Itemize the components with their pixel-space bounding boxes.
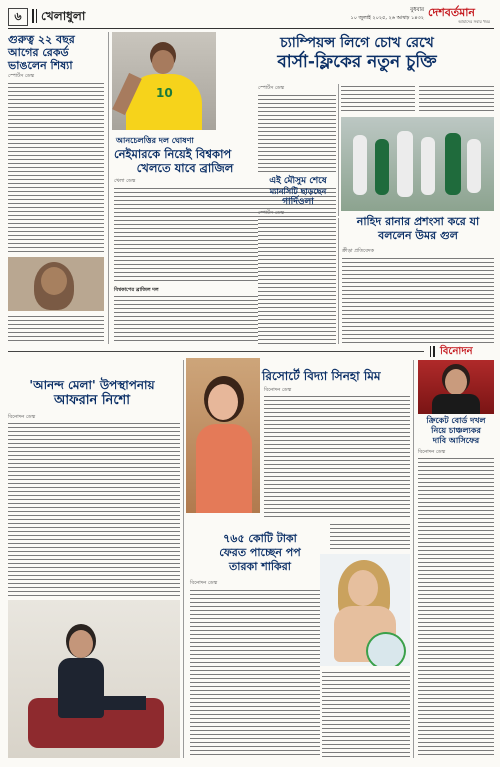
bidya-photo [186,358,260,513]
shakira-photo [320,554,410,666]
ucl-body-col1 [258,93,336,173]
nisho-headline [8,378,176,409]
asif-photo [418,360,494,414]
column-divider [338,218,339,344]
nisho-headline-line1: 'আনন্দ মেলা' উপস্থাপনায় [29,378,155,392]
section-title: খেলাধুলা [41,9,86,23]
nisho-photo [8,600,180,758]
masthead-text: দেশবর্তমান [428,6,475,19]
neymar-photo: 10 [112,32,216,130]
mancity-headline [258,176,338,208]
nisho-body [8,421,180,596]
athlete-photo [8,257,104,311]
section-divider [430,346,431,357]
asif-headline [416,416,496,446]
ucl-body-col2 [341,84,415,114]
section-divider [433,346,435,357]
page-header [8,6,494,28]
mancity-body [258,217,336,344]
bidya-byline: বিনোদন ডেস্ক [264,387,292,393]
left-byline: স্পোর্টস ডেস্ক [8,73,35,79]
asif-headline-line2: নিয়ে চাঞ্চল্যকর [431,426,481,435]
cricket-body [342,256,494,344]
neymar-byline: খেলা ডেস্ক [114,178,136,184]
issue-date: ১০ জুলাই ২০২৫, ২৬ আষাঢ় ১৪৩২ [350,15,424,21]
shakira-byline: বিনোদন ডেস্ক [190,580,218,586]
neymar-headline-line2: খেলতে যাবে ব্রাজিল [136,161,234,175]
left-body-text [8,81,104,253]
ucl-byline: স্পোর্টস ডেস্ক [258,85,285,91]
masthead-tagline: আমাদের সবার খবর [458,19,490,24]
mancity-headline-line2: ম্যানসিটি ছাড়ছেন [269,187,327,196]
masthead-logo [428,6,494,26]
bidya-body-2 [330,522,410,552]
shakira-body-2 [322,670,410,758]
cricket-byline: ক্রীড়া প্রতিবেদক [342,248,375,254]
shakira-headline-line3: তারকা শাকিরা [229,560,291,573]
left-headline [8,33,106,72]
asif-headline-line3: দাবি আসিফের [432,436,480,445]
shakira-body [190,588,320,758]
shakira-headline [190,532,330,574]
section-divider [36,9,37,23]
mancity-byline: স্পোর্টস ডেস্ক [258,210,285,216]
ucl-headline [220,35,494,73]
section-divider [32,9,34,23]
left-headline-text: গুরুত্ব ২২ বছর আগের রেকর্ড ভাঙলেন শিষ্যা [8,33,75,72]
mancity-headline-line3: গার্দিওলা [282,197,314,207]
ucl-headline-sub: বার্সা-ফ্লিকের নতুন চুক্তি [277,52,437,72]
asif-body [418,456,494,758]
column-divider [183,360,184,758]
shakira-headline-line1: ৭৬৫ কোটি টাকা [223,532,297,545]
column-divider [338,84,339,216]
page-number-box: ৬ [8,8,28,26]
neymar-headline-line1: নেইমারকে নিয়েই বিশ্বকাপ [114,147,232,161]
nisho-headline-line2: আফরান নিশো [53,393,131,408]
header-rule [8,28,494,29]
left-body-text-2 [8,314,104,344]
asif-byline: বিনোদন ডেস্ক [418,449,446,455]
column-divider [108,32,109,344]
neymar-kicker: আনচেলত্তির দল ঘোষণা [116,136,194,145]
column-divider [413,360,414,758]
cricket-headline: নাহিদ রানার প্রশংসা করে যা বললেন উমর গুল [356,215,480,242]
entertainment-section-label: বিনোদন [440,346,473,357]
cricket-photo [341,117,494,211]
ucl-body-col3 [419,84,494,114]
asif-headline-line1: ক্রিকেট বোর্ড দখল [426,416,486,425]
mancity-headline-line1: এই মৌসুম শেষে [269,176,327,186]
nisho-byline: বিনোদন ডেস্ক [8,414,36,420]
squad-heading: বিশ্বকাপের ব্রাজিল দল [114,287,159,293]
bidya-headline: রিসোর্টে বিদ্যা সিনহা মিম [262,369,381,383]
neymar-headline [114,147,256,175]
issue-day: বুধবার [410,7,424,13]
bidya-body [264,394,410,519]
shakira-headline-line2: ফেরত পাচ্ছেন পপ [219,546,301,559]
ucl-headline-main: চ্যাম্পিয়ন্স লিগে চোখ রেখে [280,35,434,51]
section-rule [8,351,424,352]
